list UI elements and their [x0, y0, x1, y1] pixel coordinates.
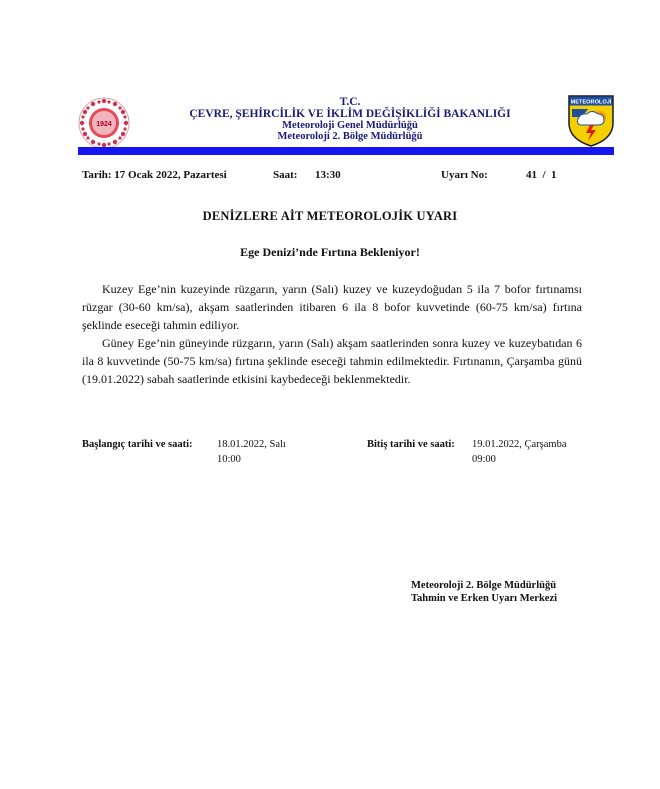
warning-body	[82, 280, 582, 388]
header-tc: T.C.	[339, 96, 361, 108]
meteoroloji-logo-icon	[568, 95, 614, 147]
start-label: Başlangıç tarihi ve saati:	[82, 439, 193, 450]
paragraph-south-aegean: Güney Ege’nin güneyinde rüzgarın, yarın (Salı) akşam saatlerinden sonra kuzey ve kuzeybatıdan 6 ila 8 kuvvetinde (50-75 km/sa) fırtına şeklinde eseceği tahmin edilmektedir. Fırtınanın, Çarşamba günü (19.01.2022) sabah saatlerinde etkisini kaybedeceği beklenmektedir.	[82, 336, 582, 386]
ministry-seal-icon	[78, 97, 130, 149]
header-directorate: Meteoroloji Genel Müdürlüğü	[282, 120, 418, 131]
signature-directorate: Meteoroloji 2. Bölge Müdürlüğü	[411, 580, 557, 591]
warning-subtitle: Ege Denizi’nde Fırtına Bekleniyor!	[240, 245, 420, 259]
end-date: 19.01.2022, Çarşamba	[472, 439, 567, 450]
warning-number: 41 / 1	[526, 169, 557, 181]
header-ministry: ÇEVRE, ŞEHİRCİLİK VE İKLİM DEĞİŞİKLİĞİ BAKANLIĞI	[189, 108, 511, 120]
start-time: 10:00	[217, 454, 241, 465]
end-time: 09:00	[472, 454, 496, 465]
issue-date: Tarih: 17 Ocak 2022, Pazartesi	[82, 169, 227, 181]
end-label: Bitiş tarihi ve saati:	[367, 439, 455, 450]
time-label: Saat:	[273, 169, 298, 181]
signature-center: Tahmin ve Erken Uyarı Merkezi	[411, 593, 558, 604]
svg-text:METEOROLOJİ: METEOROLOJİ	[570, 99, 612, 106]
warning-title: DENİZLERE AİT METEOROLOJİK UYARI	[202, 209, 458, 223]
header-divider	[78, 147, 614, 155]
warning-no-label: Uyarı No:	[441, 169, 488, 181]
header-region: Meteoroloji 2. Bölge Müdürlüğü	[277, 131, 423, 142]
start-date: 18.01.2022, Salı	[217, 439, 286, 450]
issue-time: 13:30	[315, 169, 341, 181]
svg-text:1924: 1924	[96, 121, 112, 128]
paragraph-north-aegean: Kuzey Ege’nin kuzeyinde rüzgarın, yarın (Salı) kuzey ve kuzeydoğudan 5 ila 7 bofor fırtınamsı rüzgar (30-60 km/sa), akşam saatlerinden itibaren 6 ila 8 bofor kuvvetinde (60-75 km/sa) fırtına şeklinde eseceği tahmin ediliyor.	[82, 282, 582, 332]
